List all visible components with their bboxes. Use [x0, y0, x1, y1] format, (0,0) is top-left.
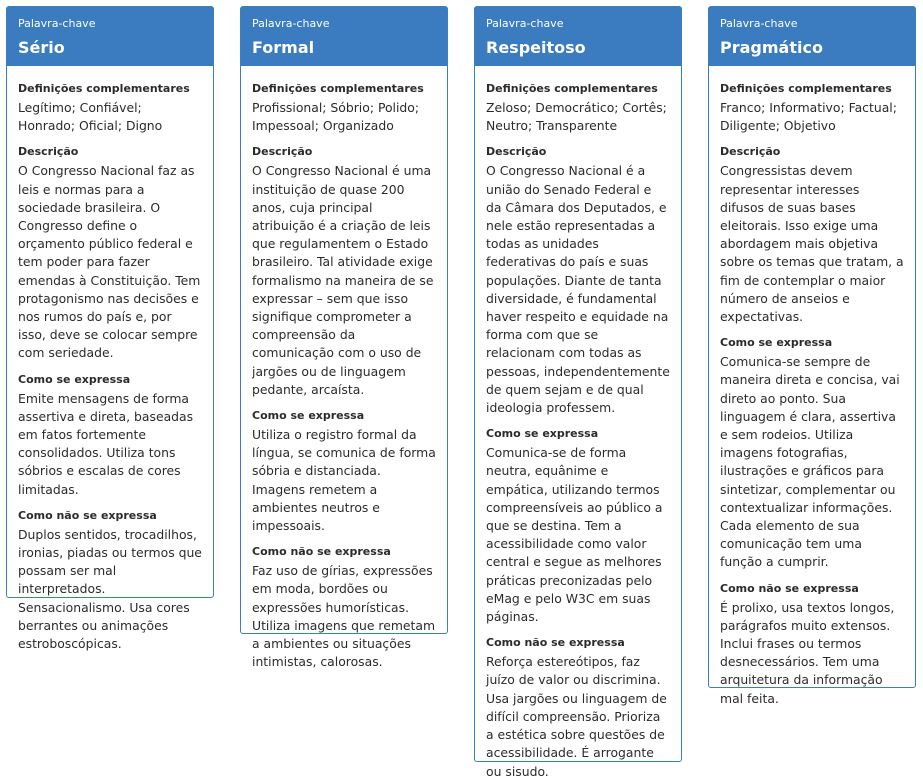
card-kicker: Palavra-chave	[252, 17, 330, 30]
section-label: Como não se expressa	[18, 508, 157, 522]
section-text: Reforça estereótipos, faz juízo de valor ou discrimina. Usa jargões ou linguagem de difícil compreensão. Prioriza a estética sobre questões de acessibilidade. É arrogante ou sisudo.	[486, 654, 667, 779]
section-label: Como não se expressa	[252, 545, 391, 559]
section-text: Profissional; Sóbrio; Polido; Impessoal; Organizado	[252, 100, 420, 134]
section-como-nao-se-expressa	[252, 544, 436, 671]
section-label: Descrição	[18, 145, 79, 159]
section-como-nao-se-expressa	[18, 508, 202, 653]
card-title: Formal	[252, 38, 315, 57]
section-text: Comunica-se sempre de maneira direta e concisa, vai direto ao ponto. Sua linguagem é clara, assertiva e sem rodeios. Utiliza imagens fotografias, ilustrações e gráficos para sintetizar, complementar ou contextualizar informações. Cada elemento de sua comunicação tem uma função a cumprir.	[720, 354, 900, 570]
section-label: Descrição	[252, 145, 313, 159]
card-pragmatico	[708, 6, 916, 706]
section-text: O Congresso Nacional faz as leis e normas para a sociedade brasileira. O Congresso define o orçamento público federal e tem poder para fazer emendas à Constituição. Tem protagonismo nas decisões e nos rumos do país e, por isso, deve se colocar sempre com seriedade.	[18, 163, 201, 361]
section-label: Como se expressa	[252, 409, 365, 423]
section-label: Descrição	[720, 145, 781, 159]
card-body	[241, 66, 447, 671]
section-definicoes	[18, 81, 202, 135]
section-text: Duplos sentidos, trocadilhos, ironias, piadas ou termos que possam ser mal interpretados. Sensacionalismo. Usa cores berrantes ou animações estroboscópicas.	[18, 526, 202, 652]
card-formal	[240, 6, 448, 670]
section-label: Como se expressa	[18, 372, 131, 386]
section-label: Como não se expressa	[486, 636, 625, 650]
card-title: Pragmático	[720, 38, 823, 57]
section-label: Descrição	[486, 145, 547, 159]
section-como-se-expressa	[486, 426, 670, 626]
card-body	[475, 66, 681, 781]
section-text: Emite mensagens de forma assertiva e direta, baseadas em fatos fortemente consolidados. Utiliza tons sóbrios e escalas de cores limitadas.	[18, 390, 194, 497]
section-como-nao-se-expressa	[486, 635, 670, 780]
section-label: Como se expressa	[720, 336, 833, 350]
section-descricao	[18, 144, 202, 362]
card-title: Sério	[18, 38, 65, 57]
card-kicker: Palavra-chave	[720, 17, 798, 30]
section-como-nao-se-expressa	[720, 581, 904, 708]
card-header	[7, 7, 213, 66]
card-title: Respeitoso	[486, 38, 586, 57]
section-label: Definições complementares	[720, 82, 892, 95]
card-body	[709, 66, 915, 708]
card-header	[475, 7, 681, 66]
section-como-se-expressa	[720, 335, 904, 571]
card-header	[709, 7, 915, 66]
card-serio	[6, 6, 214, 652]
section-label: Como não se expressa	[720, 581, 859, 595]
section-text: Utiliza o registro formal da língua, se comunica de forma sóbria e distanciada. Imagens remetem a ambientes neutros e impessoais.	[252, 427, 436, 534]
section-definicoes	[486, 81, 670, 135]
card-body	[7, 66, 213, 653]
section-text: Franco; Informativo; Factual; Diligente; Objetivo	[720, 100, 897, 134]
section-descricao	[720, 144, 904, 326]
section-text: Congressistas devem representar interesses difusos de suas bases eleitorais. Isso exige uma abordagem mais objetiva sobre os temas que tratam, a fim de contemplar o maior número de anseios e expectativas.	[720, 163, 904, 325]
section-label: Definições complementares	[18, 82, 190, 95]
section-text: O Congresso Nacional é uma instituição de quase 200 anos, cuja principal atribuição é a criação de leis que regulamentem o Estado brasileiro. Tal atividade exige formalismo na maneira de se expressar – sem que isso signifique comprometer a compreensão da comunicação com o uso de jargões ou de linguagem pedante, arcaísta.	[252, 163, 434, 397]
card-kicker: Palavra-chave	[18, 17, 96, 30]
section-como-se-expressa	[18, 372, 202, 499]
card-header	[241, 7, 447, 66]
section-text: Comunica-se de forma neutra, equânime e empática, utilizando termos compreensíveis ao público a que se destina. Tem a acessibilidade como valor central e segue as melhores práticas preconizadas pelo eMag e pelo W3C em suas páginas.	[486, 445, 663, 625]
section-definicoes	[720, 81, 904, 135]
card-respeitoso	[474, 6, 682, 779]
section-descricao	[252, 144, 436, 399]
section-text: Zeloso; Democrático; Cortês; Neutro; Transparente	[486, 100, 667, 134]
section-label: Definições complementares	[486, 82, 658, 95]
card-kicker: Palavra-chave	[486, 17, 564, 30]
section-label: Como se expressa	[486, 427, 599, 441]
section-label: Definições complementares	[252, 82, 424, 95]
section-text: É prolixo, usa textos longos, parágrafos muito extensos. Inclui frases ou termos desnecessários. Tem uma arquitetura da informação mal feita.	[720, 599, 895, 706]
section-descricao	[486, 144, 670, 417]
section-como-se-expressa	[252, 408, 436, 535]
section-definicoes	[252, 81, 436, 135]
section-text: Faz uso de gírias, expressões em moda, bordões ou expressões humorísticas. Utiliza imagens que remetam a ambientes ou situações intimistas, calorosas.	[252, 563, 436, 670]
section-text: Legítimo; Confiável; Honrado; Oficial; Digno	[18, 100, 163, 134]
section-text: O Congresso Nacional é a união do Senado Federal e da Câmara dos Deputados, e nele estão representadas a todas as unidades federativas do país e suas populações. Diante de tanta diversidade, é fundamental haver respeito e equidade na forma com que se relacionam com todas as pessoas, independentemente de quem sejam e de qual ideologia professem.	[486, 163, 670, 416]
